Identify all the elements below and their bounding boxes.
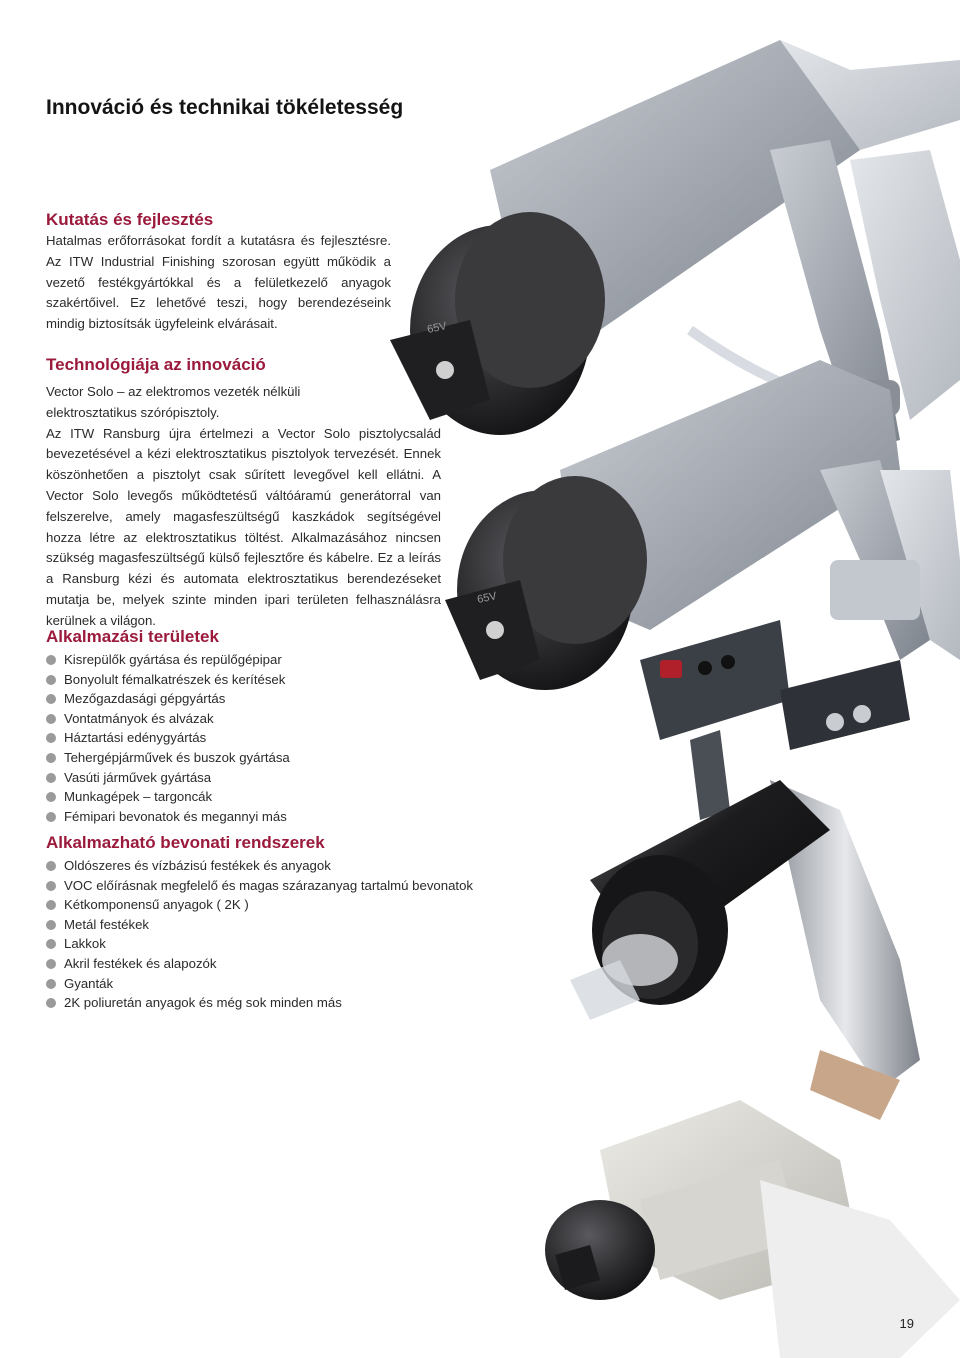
bullet-icon bbox=[46, 792, 56, 802]
bullet-icon bbox=[46, 920, 56, 930]
technology-paragraph: Az ITW Ransburg újra értelmezi a Vector Solo pisztolycsalád bevezetésével a kézi elektrosztatikus pisztolyok tervezését. Ennek köszönhetően a pisztolyt csak sűrített levegővel kell ellátni. A Vector Solo levegős működtetésű váltóáramú generátorral van felszerelve, amely magasfeszültségű kaszkádok segítségével hozza létre az elektrosztatikus töltést. Alkalmazásához nincsen szükség magasfeszültségű külső fejlesztőre és kábelre. Ez a leírás a Ransburg kézi és automata elektrosztatikus berendezéseket mutatja be, melyek szinte minden ipari területen felhasználásra kerülnek a világon. bbox=[46, 425, 441, 628]
list-item: Vasúti járművek gyártása bbox=[46, 768, 486, 788]
list-item: Kisrepülők gyártása és repülőgépipar bbox=[46, 650, 486, 670]
section-heading-technology: Technológiája az innováció bbox=[46, 355, 266, 374]
bullet-icon bbox=[46, 900, 56, 910]
bullet-icon bbox=[46, 753, 56, 763]
list-item: Mezőgazdasági gépgyártás bbox=[46, 689, 486, 709]
list-item: Háztartási edénygyártás bbox=[46, 728, 486, 748]
section-coatings bbox=[46, 832, 506, 1013]
section-heading-applications: Alkalmazási területek bbox=[46, 627, 219, 646]
bullet-icon bbox=[46, 714, 56, 724]
section-heading-coatings: Alkalmazható bevonati rendszerek bbox=[46, 833, 325, 852]
list-item: Munkagépek – targoncák bbox=[46, 787, 486, 807]
spray-gun-black-barrel bbox=[570, 780, 920, 1120]
section-applications bbox=[46, 626, 486, 826]
coatings-list bbox=[46, 856, 506, 1013]
list-item: Vontatmányok és alvázak bbox=[46, 709, 486, 729]
technology-lead: Vector Solo – az elektromos vezeték nélküli elektrosztatikus szórópisztoly. bbox=[46, 384, 301, 420]
cap-label-top: 65V bbox=[426, 320, 448, 336]
bullet-icon bbox=[46, 655, 56, 665]
research-paragraph: Hatalmas erőforrásokat fordít a kutatásra és fejlesztésre. Az ITW Industrial Finishing szorosan együtt működik a vezető festékgyártókkal és a felületkezelő anyagok szakértőivel. Ez lehetővé teszi, hogy berendezéseink mindig biztosítsák ügyfeleink elvárásait. bbox=[46, 233, 391, 332]
spray-gun-beige bbox=[545, 1100, 960, 1358]
bullet-icon bbox=[46, 733, 56, 743]
list-item: Oldószeres és vízbázisú festékek és anyagok bbox=[46, 856, 506, 876]
bullet-icon bbox=[46, 861, 56, 871]
bullet-icon bbox=[46, 675, 56, 685]
bullet-icon bbox=[46, 812, 56, 822]
applications-list bbox=[46, 650, 486, 826]
list-item: Gyanták bbox=[46, 974, 506, 994]
page-title: Innováció és technikai tökéletesség bbox=[46, 96, 404, 119]
bullet-icon bbox=[46, 773, 56, 783]
list-item: Metál festékek bbox=[46, 915, 506, 935]
section-technology bbox=[46, 354, 441, 632]
page-number: 19 bbox=[899, 1316, 914, 1331]
cap-label-middle: 65V bbox=[476, 590, 498, 606]
list-item: Lakkok bbox=[46, 934, 506, 954]
list-item: Akril festékek és alapozók bbox=[46, 954, 506, 974]
bullet-icon bbox=[46, 881, 56, 891]
bullet-icon bbox=[46, 998, 56, 1008]
list-item: VOC előírásnak megfelelő és magas szárazanyag tartalmú bevonatok bbox=[46, 876, 506, 896]
section-heading-research: Kutatás és fejlesztés bbox=[46, 210, 214, 229]
section-research bbox=[46, 209, 391, 335]
list-item: Bonyolult fémalkatrészek és kerítések bbox=[46, 670, 486, 690]
bullet-icon bbox=[46, 979, 56, 989]
bullet-icon bbox=[46, 939, 56, 949]
list-item: Kétkomponensű anyagok ( 2K ) bbox=[46, 895, 506, 915]
list-item: Fémipari bevonatok és megannyi más bbox=[46, 807, 486, 827]
bullet-icon bbox=[46, 694, 56, 704]
list-item: 2K poliuretán anyagok és még sok minden más bbox=[46, 993, 506, 1013]
list-item: Tehergépjárművek és buszok gyártása bbox=[46, 748, 486, 768]
bullet-icon bbox=[46, 959, 56, 969]
